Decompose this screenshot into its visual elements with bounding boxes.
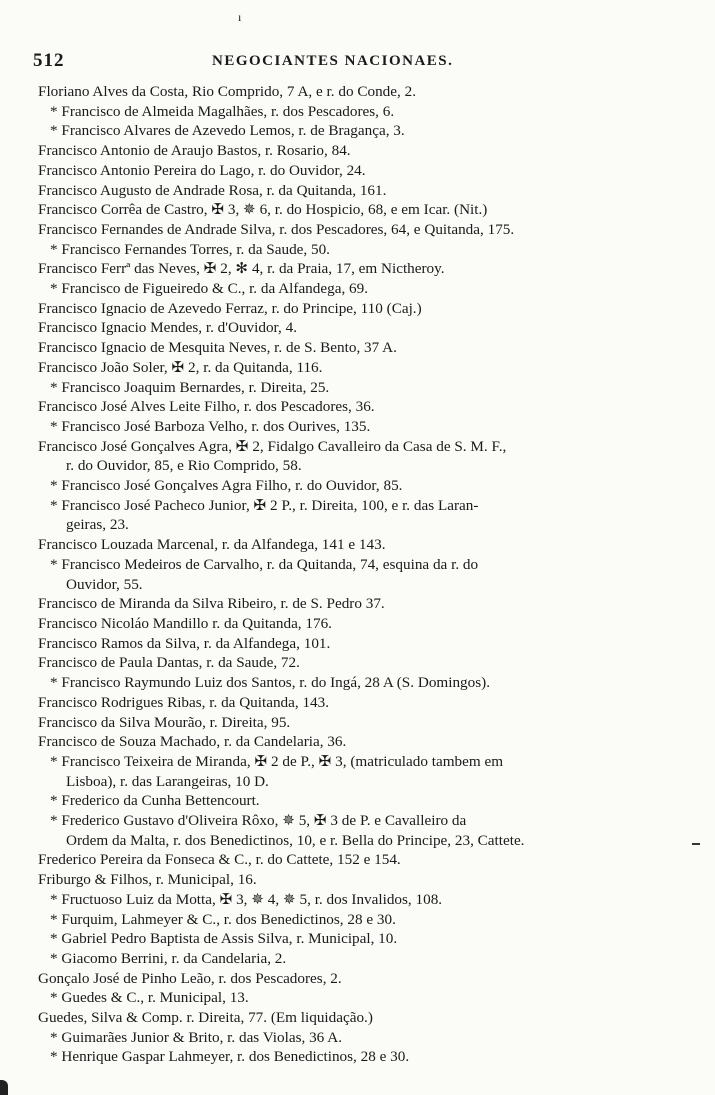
entry-continuation: r. do Ouvidor, 85, e Rio Comprido, 58.: [66, 457, 302, 475]
entry-line: Gonçalo José de Pinho Leão, r. dos Pescadores, 2.: [38, 969, 342, 987]
entry-line: * Guimarães Junior & Brito, r. das Violas, 36 A.: [50, 1028, 342, 1046]
entry-line: Francisco Ignacio de Azevedo Ferraz, r. do Principe, 110 (Caj.): [38, 299, 422, 317]
entry-line: * Frederico Gustavo d'Oliveira Rôxo, ✵ 5, ✠ 3 de P. e Cavalleiro da: [50, 812, 467, 830]
entry-line: Francisco Augusto de Andrade Rosa, r. da Quitanda, 161.: [38, 181, 387, 199]
margin-mark: [692, 843, 700, 845]
top-mark: ı: [238, 10, 242, 24]
page-edge-mark: [0, 1080, 8, 1095]
entry-line: Francisco Rodrigues Ribas, r. da Quitanda, 143.: [38, 693, 330, 711]
entry-line: Francisco de Souza Machado, r. da Candelaria, 36.: [38, 733, 347, 751]
entry-line: Francisco Ferrª das Neves, ✠ 2, ✻ 4, r. da Praia, 17, em Nictheroy.: [38, 260, 445, 278]
entry-line: Guedes, Silva & Comp. r. Direita, 77. (Em liquidação.): [38, 1009, 373, 1027]
entry-line: * Giacomo Berrini, r. da Candelaria, 2.: [50, 949, 287, 967]
entry-line: Francisco de Miranda da Silva Ribeiro, r. de S. Pedro 37.: [38, 595, 385, 613]
entry-line: * Francisco Teixeira de Miranda, ✠ 2 de P., ✠ 3, (matriculado tambem em: [50, 752, 504, 770]
entry-line: Francisco Ramos da Silva, r. da Alfandega, 101.: [38, 634, 331, 652]
directory-list: [38, 82, 678, 1067]
entry-line: * Frederico da Cunha Bettencourt.: [50, 792, 260, 810]
entry-line: * Guedes & C., r. Municipal, 13.: [50, 989, 249, 1007]
entry-continuation: Ordem da Malta, r. dos Benedictinos, 10, e r. Bella do Principe, 23, Cattete.: [66, 831, 525, 849]
entry-line: Francisco José Gonçalves Agra, ✠ 2, Fidalgo Cavalleiro da Casa de S. M. F.,: [38, 437, 507, 455]
entry-line: Francisco Antonio de Araujo Bastos, r. Rosario, 84.: [38, 142, 351, 160]
entry-line: * Francisco de Almeida Magalhães, r. dos Pescadores, 6.: [50, 102, 395, 120]
entry-line: * Francisco Raymundo Luiz dos Santos, r. do Ingá, 28 A (S. Domingos).: [50, 674, 490, 692]
entry-line: * Francisco Alvares de Azevedo Lemos, r. de Bragança, 3.: [50, 122, 405, 140]
entry-line: Francisco Antonio Pereira do Lago, r. do Ouvidor, 24.: [38, 161, 366, 179]
entry-line: Francisco da Silva Mourão, r. Direita, 95.: [38, 713, 291, 731]
entry-line: * Francisco José Gonçalves Agra Filho, r. do Ouvidor, 85.: [50, 477, 403, 495]
entry-line: * Francisco José Barboza Velho, r. dos Ourives, 135.: [50, 417, 371, 435]
entry-line: * Francisco Medeiros de Carvalho, r. da Quitanda, 74, esquina da r. do: [50, 555, 479, 573]
entry-continuation: geiras, 23.: [66, 516, 129, 534]
entry-line: Francisco Ignacio de Mesquita Neves, r. de S. Bento, 37 A.: [38, 339, 397, 357]
entry-line: Francisco Nicoláo Mandillo r. da Quitanda, 176.: [38, 614, 332, 632]
entry-line: Frederico Pereira da Fonseca & C., r. do Cattete, 152 e 154.: [38, 851, 401, 869]
entry-line: Francisco Corrêa de Castro, ✠ 3, ✵ 6, r. do Hospicio, 68, e em Icar. (Nit.): [38, 201, 488, 219]
running-head: NEGOCIANTES NACIONAES.: [212, 53, 454, 69]
entry-line: Francisco Louzada Marcenal, r. da Alfandega, 141 e 143.: [38, 536, 386, 554]
entry-line: Francisco José Alves Leite Filho, r. dos Pescadores, 36.: [38, 398, 375, 416]
entry-line: * Henrique Gaspar Lahmeyer, r. dos Benedictinos, 28 e 30.: [50, 1048, 410, 1066]
entry-line: Friburgo & Filhos, r. Municipal, 16.: [38, 871, 257, 889]
entry-continuation: Ouvidor, 55.: [66, 575, 143, 593]
entry-line: Francisco Fernandes de Andrade Silva, r. dos Pescadores, 64, e Quitanda, 175.: [38, 220, 515, 238]
entry-line: * Gabriel Pedro Baptista de Assis Silva, r. Municipal, 10.: [50, 930, 398, 948]
entry-line: * Fructuoso Luiz da Motta, ✠ 3, ✵ 4, ✵ 5, r. dos Invalidos, 108.: [50, 890, 443, 908]
entry-line: * Francisco Fernandes Torres, r. da Saude, 50.: [50, 240, 330, 258]
entry-line: Floriano Alves da Costa, Rio Comprido, 7 A, e r. do Conde, 2.: [38, 83, 416, 100]
entry-line: * Francisco Joaquim Bernardes, r. Direita, 25.: [50, 378, 330, 396]
page-number: 512: [33, 50, 65, 71]
entry-line: Francisco João Soler, ✠ 2, r. da Quitanda, 116.: [38, 358, 323, 376]
entry-line: * Francisco de Figueiredo & C., r. da Alfandega, 69.: [50, 280, 369, 298]
entry-line: * Francisco José Pacheco Junior, ✠ 2 P., r. Direita, 100, e r. das Laran-: [50, 496, 479, 514]
entry-line: Francisco de Paula Dantas, r. da Saude, 72.: [38, 654, 300, 672]
entry-continuation: Lisboa), r. das Larangeiras, 10 D.: [66, 772, 269, 790]
entry-line: * Furquim, Lahmeyer & C., r. dos Benedictinos, 28 e 30.: [50, 910, 396, 928]
entry-line: Francisco Ignacio Mendes, r. d'Ouvidor, 4.: [38, 319, 297, 337]
